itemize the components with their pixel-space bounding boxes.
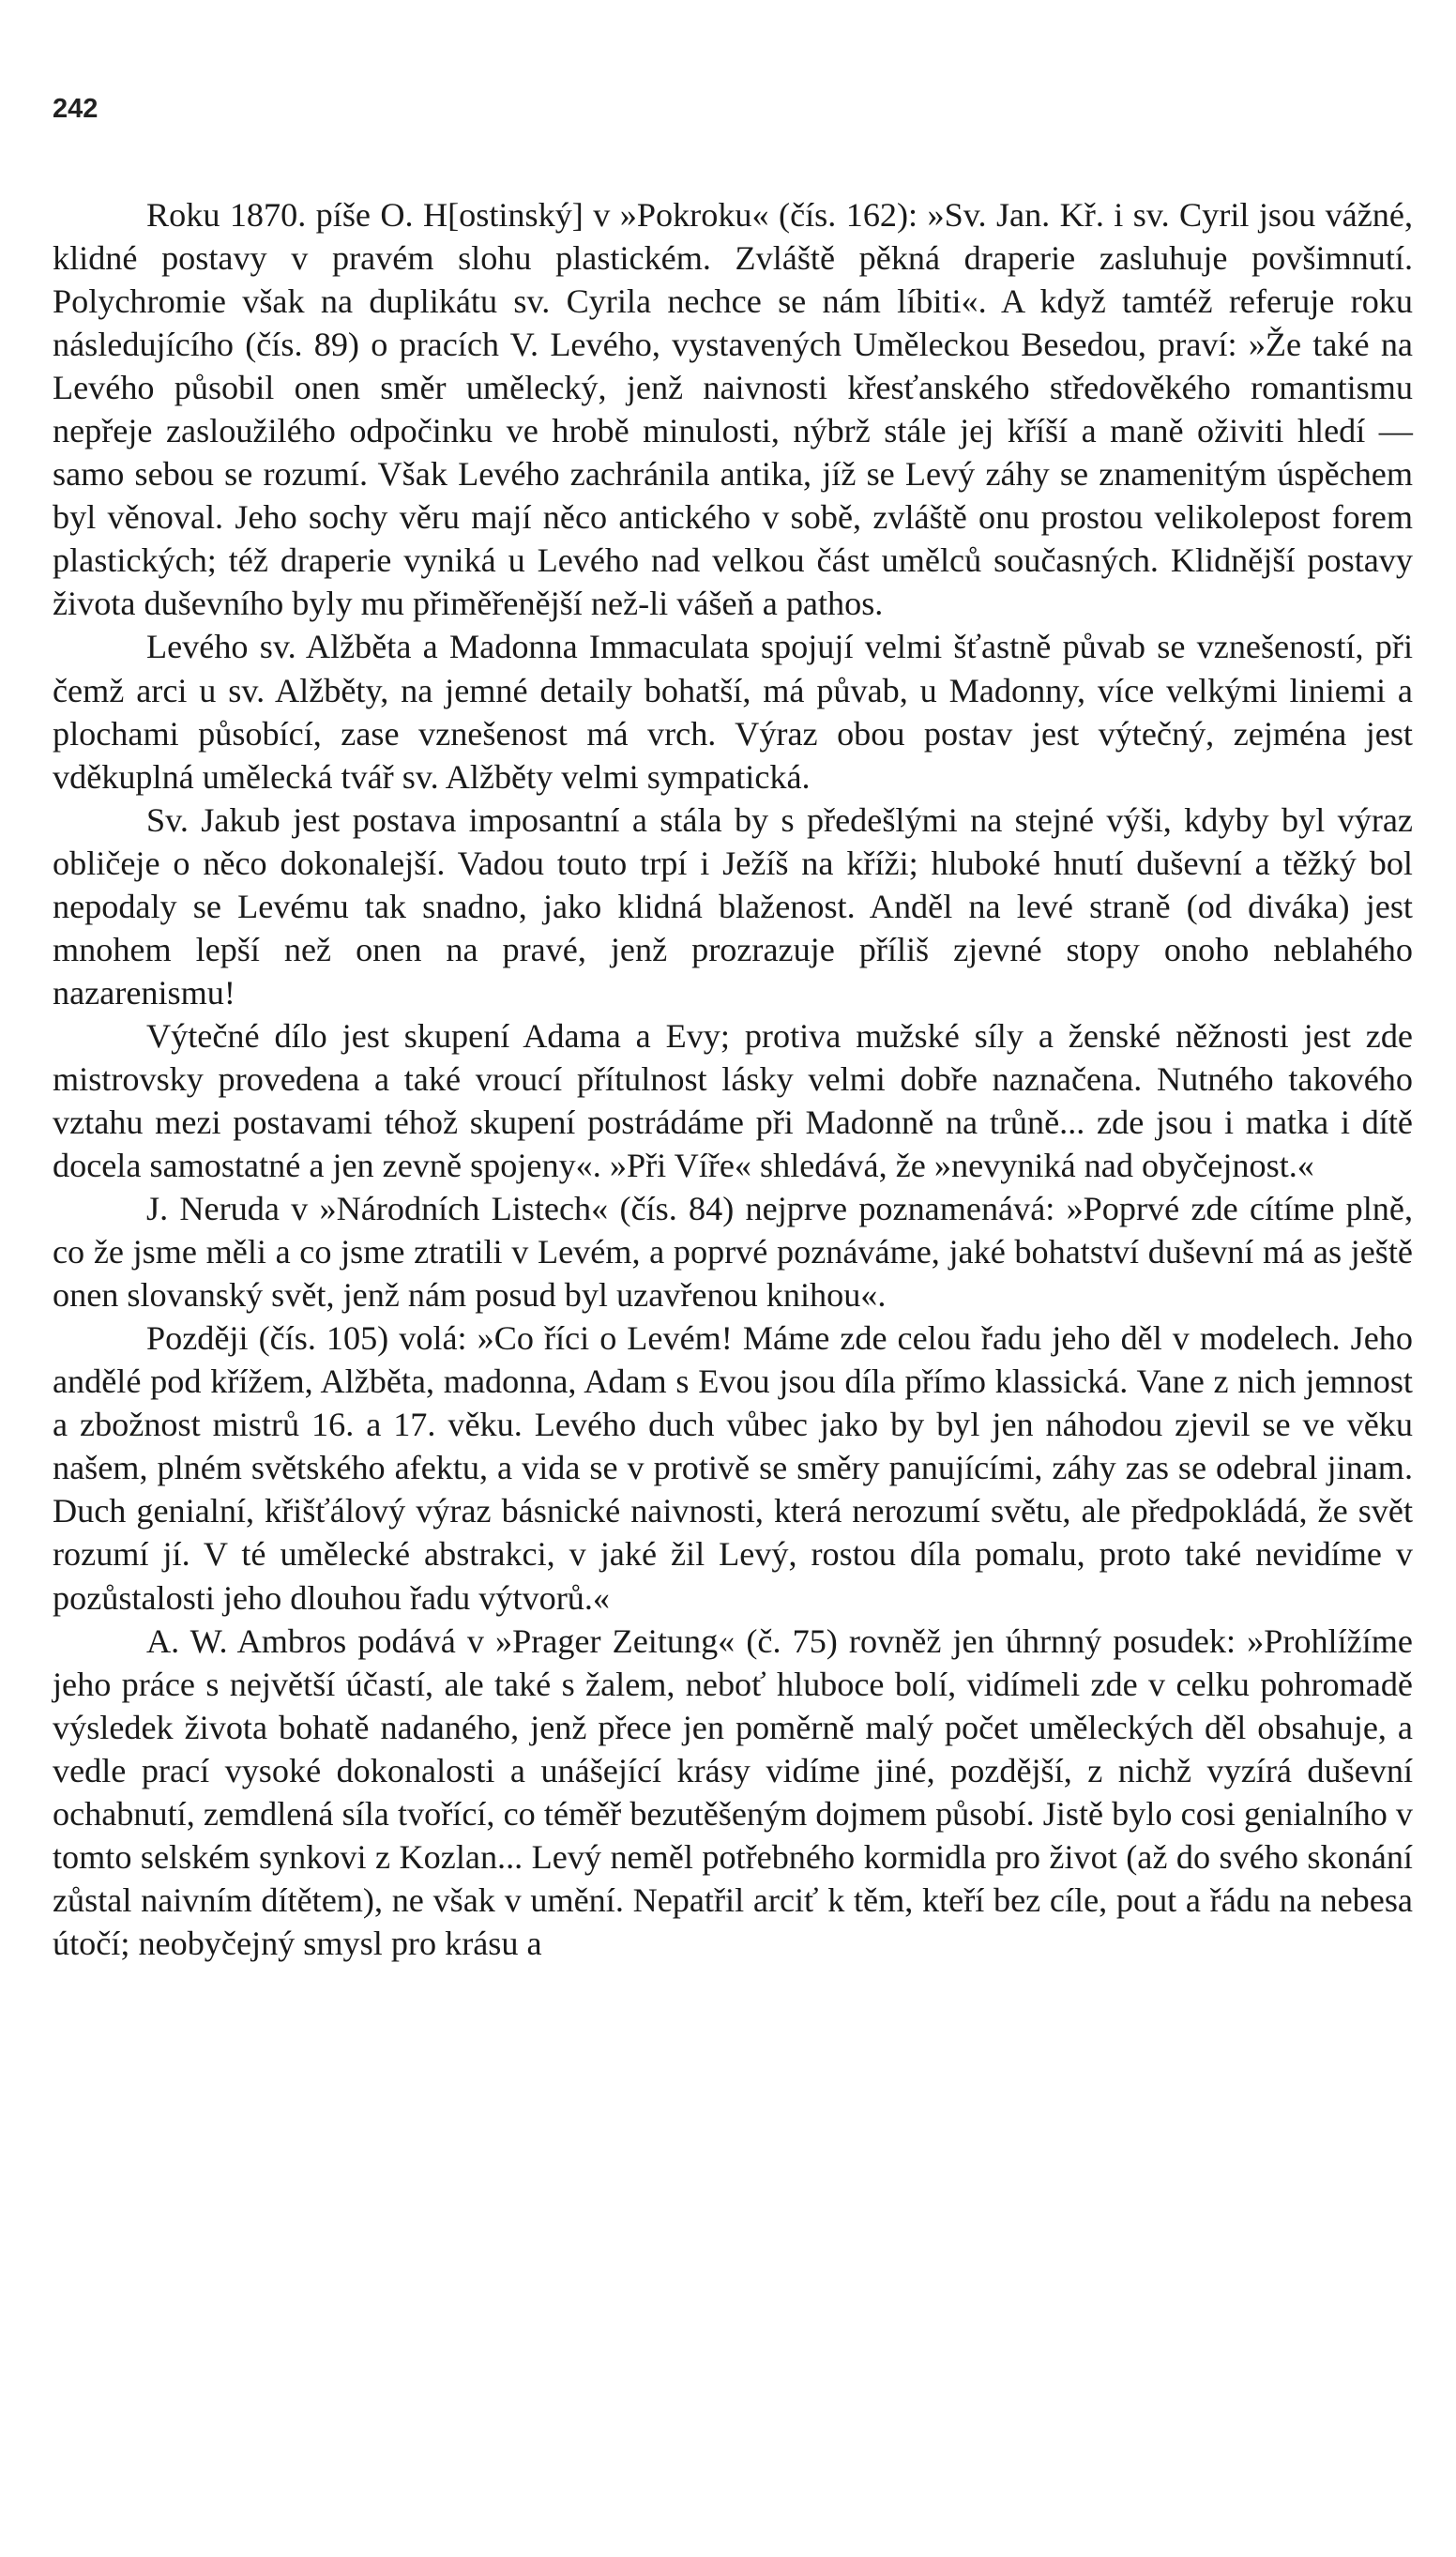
paragraph-3: Sv. Jakub jest postava imposantní a stála by s předešlými na stejné výši, kdyby byl výraz obličeje o něco dokonalejší. Vadou touto trpí i Ježíš na kříži; hluboké hnutí duševní a těžký bol nepodaly se Levému tak snadno, jako klidná blaženost. Anděl na levé straně (od diváka) jest mnohem lepší než onen na pravé, jenž prozrazuje příliš zjevné stopy onoho neblahého nazarenismu! [53,800,1413,1012]
paragraph-4: Výtečné dílo jest skupení Adama a Evy; protiva mužské síly a ženské něžnosti jest zde mistrovsky provedena a také vroucí přítulnost lásky velmi dobře naznačena. Nutného takového vztahu mezi postavami téhož skupení postrádáme při Madonně na trůně... zde jsou i matka i dítě docela samostatné a jen zevně spojeny«. »Při Víře« shledává, že »nevyniká nad obyčejnost.« [53,1016,1413,1185]
paragraph-2: Levého sv. Alžběta a Madonna Immaculata spojují velmi šťastně půvab se vznešeností, při čemž arci u sv. Alžběty, na jemné detaily bohatší, má půvab, u Madonny, více velkými liniemi a plochami působící, zase vznešenost má vrch. Výraz obou postav jest výtečný, zejména jest vděkuplná umělecká tvář sv. Alžběty velmi sympatická. [53,628,1413,796]
paragraph-7: A. W. Ambros podává v »Prager Zeitung« (č. 75) rovněž jen úhrnný posudek: »Prohlížíme jeho práce s největší účastí, ale také s žalem, neboť hluboce bolí, vidímeli zde v celku pohromadě výsledek života bohatě nadaného, jenž přece jen poměrně malý počet uměleckých děl obsahuje, a vedle prací vysoké dokonalosti a unášející krásy vidíme jiné, pozdější, z nichž vyzírá duševní ochabnutí, zemdlená síla tvořící, co téměř bezutěšeným dojmem působí. Jistě bylo cosi genialního v tomto selském synkovi z Kozlan... Levý neměl potřebného kormidla pro život (až do svého skonání zůstal naivním dítětem), ne však v umění. Nepatřil arciť k těm, kteří bez cíle, pout a řádu na nebesa útočí; neobyčejný smysl pro krásu a [53,1621,1413,1962]
paragraph-5: J. Neruda v »Národních Listech« (čís. 84) nejprve poznamenává: »Poprvé zde cítíme plně, co že jsme měli a co jsme ztratili v Levém, a poprvé poznáváme, jaké bohatství duševní má as ještě onen slovanský svět, jenž nám posud byl uzavřenou knihou«. [53,1190,1413,1315]
page-number: 242 [53,94,99,124]
body-text [53,193,1413,1965]
paragraph-6: Později (čís. 105) volá: »Co říci o Levém! Máme zde celou řadu jeho děl v modelech. Jeho andělé pod křížem, Alžběta, madonna, Adam s Evou jsou díla přímo klassická. Vane z nich jemnost a zbožnost mistrů 16. a 17. věku. Levého duch vůbec jako by byl jen náhodou zjevil se ve věku našem, plném světského afektu, a vida se v protivě se směry panujícími, záhy zas se odebral jinam. Duch genialní, křišťálový výraz básnické naivnosti, která nerozumí světu, ale předpokládá, že svět rozumí jí. V té umělecké abstrakci, v jaké žil Levý, rostou díla pomalu, proto také nevidíme v pozůstalosti jeho dlouhou řadu výtvorů.« [53,1319,1413,1617]
paragraph-1: Roku 1870. píše O. H[ostinský] v »Pokroku« (čís. 162): »Sv. Jan. Kř. i sv. Cyril jsou vážné, klidné postavy v pravém slohu plastickém. Zvláště pěkná draperie zasluhuje povšimnutí. Polychromie však na duplikátu sv. Cyrila nechce se nám líbiti«. A když tamtéž referuje roku následujícího (čís. 89) o pracích V. Levého, vystavených Uměleckou Besedou, praví: »Že také na Levého působil onen směr umělecký, jenž naivnosti křesťanského středověkého romantismu nepřeje zasloužilého odpočinku ve hrobě minulosti, nýbrž stále jej kříší a maně oživiti hledí — samo sebou se rozumí. Však Levého zachránila antika, jíž se Levý záhy se znamenitým úspěchem byl věnoval. Jeho sochy věru mají něco antického v sobě, zvláště onu prostou velikolepost forem plastických; též draperie vyniká u Levého nad velkou část umělců současných. Klidnější postavy života duševního byly mu přiměřenější než-li vášeň a pathos. [53,196,1413,623]
